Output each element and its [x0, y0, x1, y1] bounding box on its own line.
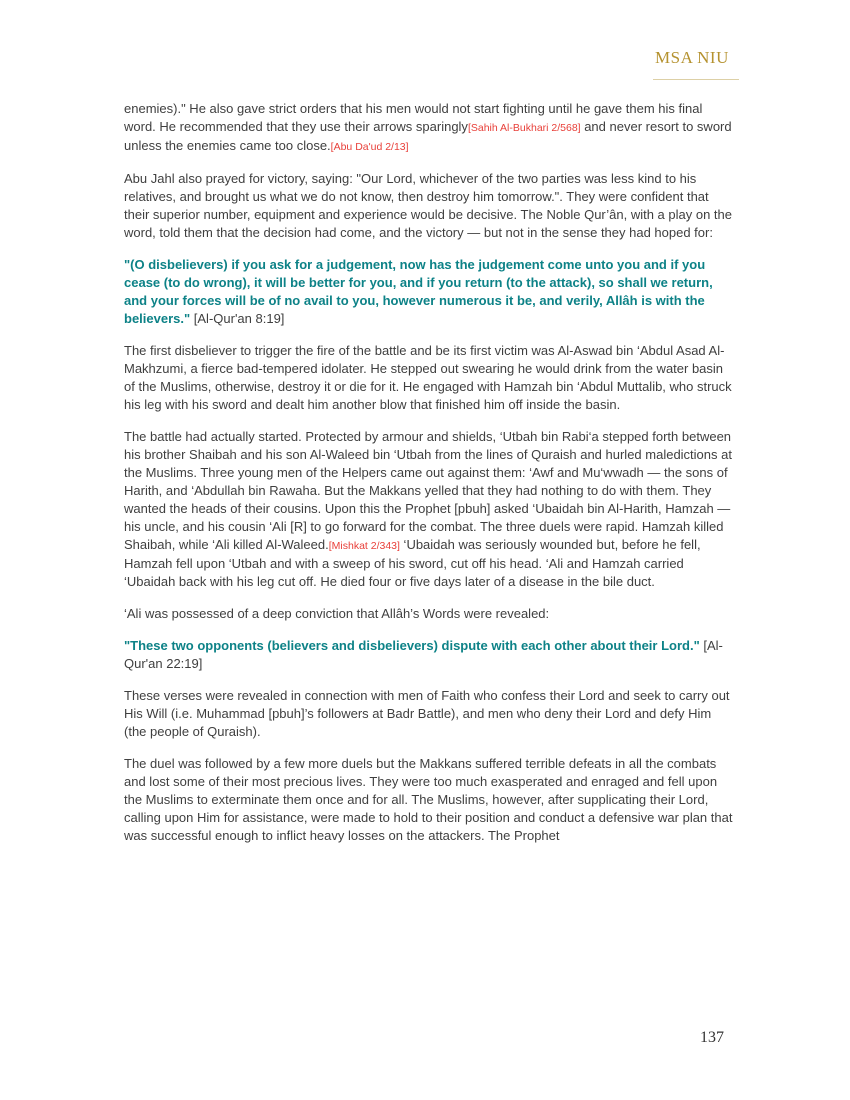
paragraph-battle-started: [124, 428, 734, 591]
header-title: MSA NIU: [655, 48, 729, 67]
quran-quote-text: "These two opponents (believers and disbelievers) dispute with each other about their Lord.": [124, 638, 700, 653]
paragraph-verses-revealed: [124, 687, 734, 741]
body-text-run: The first disbeliever to trigger the fire of the battle and be its first victim was Al-Aswad bin ‘Abdul Asad Al-Makhzumi, a fierce bad-tempered idolater. He stepped out swearing he would drink from the water basin of the Muslims, otherwise, destroy it or die for it. He engaged with Hamzah bin ‘Abdul Muttalib, who struck his leg with his sword and dealt him another blow that finished him off inside the basin.: [124, 343, 732, 412]
paragraph-duel-followed: [124, 755, 734, 845]
citation-ref: [Sahih Al-Bukhari 2/568]: [467, 122, 581, 134]
body-text-run: The battle had actually started. Protected by armour and shields, ‘Utbah bin Rabi‘a stepped forth between his brother Shaibah and his son Al-Waleed bin ‘Utbah from the lines of Quraish and hurled maledictions at the Muslims. Three young men of the Helpers came out against them: ‘Awf and Mu‘wwadh — the sons of Harith, and ‘Abdullah bin Rawaha. But the Makkans yelled that they had nothing to do with them. They wanted the heads of their cousins. Upon this the Prophet [pbuh] asked ‘Ubaidah bin Al-Harith, Hamzah — his uncle, and his cousin ‘Ali [R] to go forward for the combat. The three duels were rapid. Hamzah killed Shaibah, while ‘Ali killed Al-Waleed.: [124, 429, 732, 552]
content: [124, 100, 734, 859]
page-number: 137: [700, 1029, 724, 1046]
page-footer: [700, 1029, 724, 1047]
body-text-run: ‘Ali was possessed of a deep conviction that Allâh’s Words were revealed:: [124, 606, 550, 621]
quran-quote-text: "(O disbelievers) if you ask for a judgement, now has the judgement come unto you and if you cease (to do wrong), it will be better for you, and if you return (to the attack), so shall we return, and your forces will be of no avail to you, however numerous it be, and verily, Allâh is with the believers.": [124, 257, 713, 326]
body-text-run: ‘Ubaidah was seriously wounded but, before he fell, Hamzah fell upon ‘Utbah and with a sweep of his sword, cut off his head. ‘Ali and Hamzah carried ‘Ubaidah back with his leg cut off. He died four or five days later of a disease in the bile duct.: [124, 537, 701, 589]
paragraph-ali-conviction: [124, 605, 734, 623]
citation-ref: [Mishkat 2/343]: [328, 540, 400, 552]
paragraph-abu-jahl: [124, 170, 734, 242]
paragraph-orders: [124, 100, 734, 156]
paragraph-first-disbeliever: [124, 342, 734, 414]
header-rule: [653, 79, 739, 80]
body-text-run: These verses were revealed in connection with men of Faith who confess their Lord and seek to carry out His Will (i.e. Muhammad [pbuh]’s followers at Badr Battle), and men who deny their Lord and defy Him (the people of Quraish).: [124, 688, 730, 739]
body-text-run: Abu Jahl also prayed for victory, saying: "Our Lord, whichever of the two parties was less kind to his relatives, and brought us what we do not know, then destroy him tomorrow.". They were confident that their superior number, equipment and experience would be decisive. The Noble Qur’ân, with a play on the word, told them that the decision had come, and the victory — but not in the sense they had hoped for:: [124, 171, 732, 240]
body-text-run: enemies)." He also gave strict orders that his men would not start fighting until he gave them his final word. He recommended that they use their arrows sparingly: [124, 101, 703, 134]
paragraph-quran-quote-8-19: [124, 256, 734, 328]
body-text-run: [Al-Qur'an 22:19]: [124, 638, 723, 671]
paragraph-quran-quote-22-19: [124, 637, 734, 673]
body-text-run: and never resort to sword unless the enemies came too close.: [124, 119, 732, 153]
body-text-run: The duel was followed by a few more duels but the Makkans suffered terrible defeats in all the combats and lost some of their most precious lives. They were too much exasperated and enraged and fell upon the Muslims to exterminate them once and for all. The Muslims, however, after supplicating their Lord, calling upon Him for assistance, were made to hold to their position and conduct a defensive war plan that was successful enough to inflict heavy losses on the attackers. The Prophet: [124, 756, 733, 843]
citation-ref: [Abu Da'ud 2/13]: [330, 141, 409, 153]
body-text-run: [Al-Qur'an 8:19]: [190, 311, 285, 326]
